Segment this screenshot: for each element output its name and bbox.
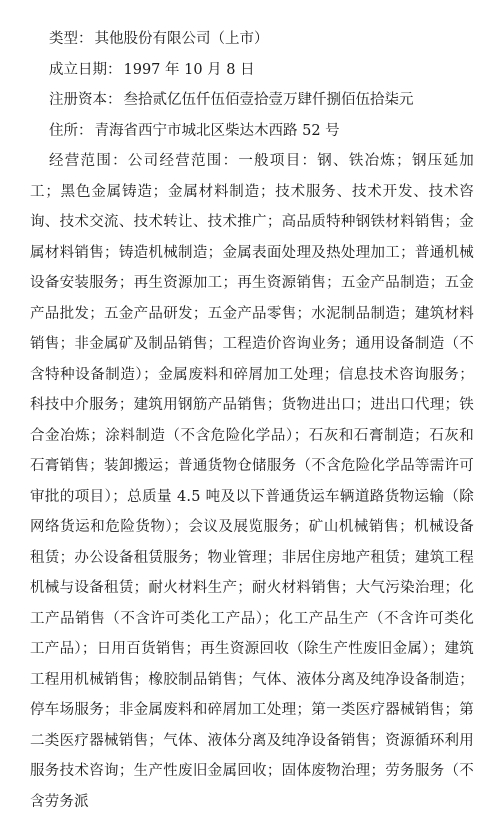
address-value: 青海省西宁市城北区柴达木西路 52 号 [94,122,340,139]
company-type-row [30,24,474,55]
registered-capital-label: 注册资本： [49,92,122,108]
founded-date-label: 成立日期： [49,61,122,78]
registered-capital-row [30,85,474,116]
company-type-value: 其他股份有限公司（上市） [94,31,269,47]
business-scope-label: 经营范围： [49,153,128,169]
business-scope-paragraph [30,146,474,817]
founded-date-row [30,55,474,86]
address-row [30,116,474,147]
company-type-label: 类型： [49,31,93,47]
registered-capital-value: 叁拾贰亿伍仟伍佰壹拾壹万肆仟捌佰伍拾柒元 [123,92,414,108]
business-scope-value: 公司经营范围：一般项目：钢、铁冶炼；钢压延加工；黑色金属铸造；金属材料制造；技术服务、技术开发、技术咨询、技术交流、技术转让、技术推广；高品质特种钢铁材料销售；金属材料销售；铸造机械制造；金属表面处理及热处理加工；普通机械设备安装服务；再生资源加工；再生资源销售；五金产品制造；五金产品批发；五金产品研发；五金产品零售；水泥制品制造；建筑材料销售；非金属矿及制品销售；工程造价咨询业务；通用设备制造（不含特种设备制造）；金属废料和碎屑加工处理；信息技术咨询服务；科技中介服务；建筑用钢筋产品销售；货物进出口；进出口代理；铁合金冶炼；涂料制造（不含危险化学品）；石灰和石膏制造；石灰和石膏销售；装卸搬运；普通货物仓储服务（不含危险化学品等需许可审批的项目）；总质量 4.5 吨及以下普通货运车辆道路货物运输（除网络货运和危险货物）；会议及展览服务；矿山机械销售；机械设备租赁；办公设备租赁服务；物业管理；非居住房地产租赁；建筑工程机械与设备租赁；耐火材料生产；耐火材料销售；大气污染治理；化工产品销售（不含许可类化工产品）；化工产品生产（不含许可类化工产品）；日用百货销售；再生资源回收（除生产性废旧金属）；建筑工程用机械销售；橡胶制品销售；气体、液体分离及纯净设备制造；停车场服务；非金属废料和碎屑加工处理；第一类医疗器械销售；第二类医疗器械销售；气体、液体分离及纯净设备销售；资源循环利用服务技术咨询；生产性废旧金属回收；固体废物治理；劳务服务（不含劳务派 [30,153,474,810]
address-label: 住所： [49,122,93,139]
founded-date-value: 1997 年 10 月 8 日 [123,61,255,78]
